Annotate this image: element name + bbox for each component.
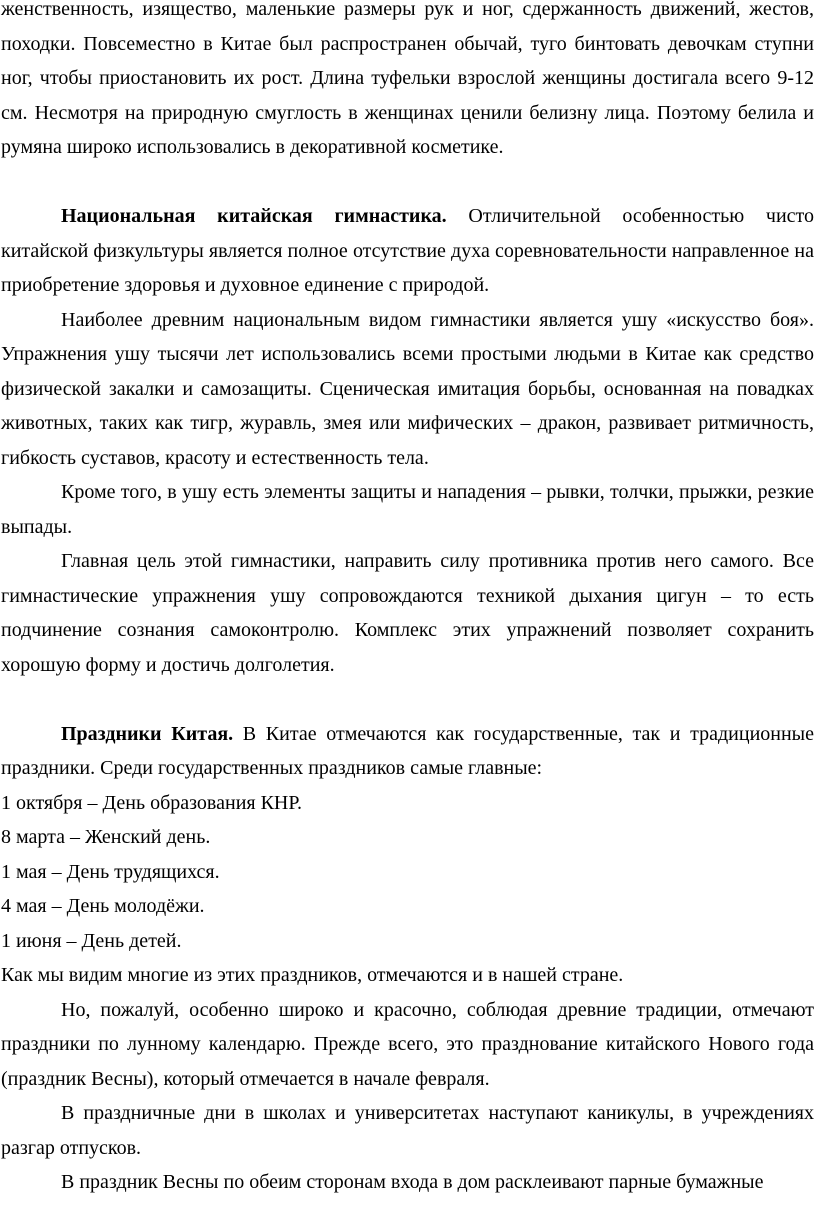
paragraph-beauty-ideals: женственность, изящество, маленькие размеры рук и ног, сдержанность движений, жестов, походки. Повсеместно в Китае был распространен обычай, туго бинтовать девочкам ступни ног, чтобы приостановить их рост. Длина туфельки взрослой женщины достигала всего 9-12 см. Несмотря на природную смуглость в женщинах ценили белизну лица. Поэтому белила и румяна широко использовались в декоративной косметике. <box>1 0 814 158</box>
paragraph-gap <box>0 682 816 717</box>
paragraph-lunar-calendar: Но, пожалуй, особенно широко и красочно, соблюдая древние традиции, отмечают праздники по лунному календарю. Прежде всего, это празднование китайского Нового года (праздник Весны), который отмечается в начале февраля. <box>1 998 814 1090</box>
holiday-list-item: 8 марта – Женский день. <box>1 826 211 848</box>
gymnastics-intro-text: Отличительной особенностью чисто китайской физкультуры является полное отсутствие духа соревновательности направленное на приобретение здоровья и духовное единение с природой. <box>1 205 814 296</box>
paragraph-holidays <box>0 717 816 786</box>
holiday-list-item: 1 октября – День образования КНР. <box>1 791 302 814</box>
paragraph-wushu-elements: Кроме того, в ушу есть элементы защиты и нападения – рывки, толчки, прыжки, резкие выпады. <box>1 481 814 538</box>
paragraph-spring-festival: В праздник Весны по обеим сторонам входа в дом расклеивают парные бумажные <box>61 1171 764 1193</box>
paragraph-vacations: В праздничные дни в школах и университетах наступают каникулы, в учреждениях разгар отпусков. <box>1 1102 814 1159</box>
paragraph-gap <box>0 165 816 200</box>
holidays-intro-text: В Китае отмечаются как государственные, так и традиционные праздники. Среди государственных праздников самые главные: <box>1 722 814 779</box>
holiday-list-item: 4 мая – День молодёжи. <box>1 895 205 917</box>
holiday-list-item: 1 мая – День трудящихся. <box>1 860 220 883</box>
section-heading-gymnastics: Национальная китайская гимнастика. <box>61 205 447 227</box>
paragraph-gymnastics <box>0 199 816 303</box>
paragraph-as-we-see: Как мы видим многие из этих праздников, отмечаются и в нашей стране. <box>1 964 624 986</box>
section-heading-holidays: Праздники Китая. <box>61 722 234 745</box>
holiday-list-item: 1 июня – День детей. <box>1 929 182 952</box>
paragraph-wushu: Наиболее древним национальным видом гимнастики является ушу «искусство боя». Упражнения ушу тысячи лет использовались всеми простыми людьми в Китае как средство физической закалки и самозащиты. Сценическая имитация борьбы, основанная на повадках животных, таких как тигр, журавль, змея или мифических – дракон, развивает ритмичность, гибкость суставов, красоту и естественность тела. <box>1 308 814 469</box>
paragraph-wushu-goal: Главная цель этой гимнастики, направить силу противника против него самого. Все гимнастические упражнения ушу сопровождаются техникой дыхания цигун – то есть подчинение сознания самоконтролю. Комплекс этих упражнений позволяет сохранить хорошую форму и достичь долголетия. <box>1 550 814 676</box>
